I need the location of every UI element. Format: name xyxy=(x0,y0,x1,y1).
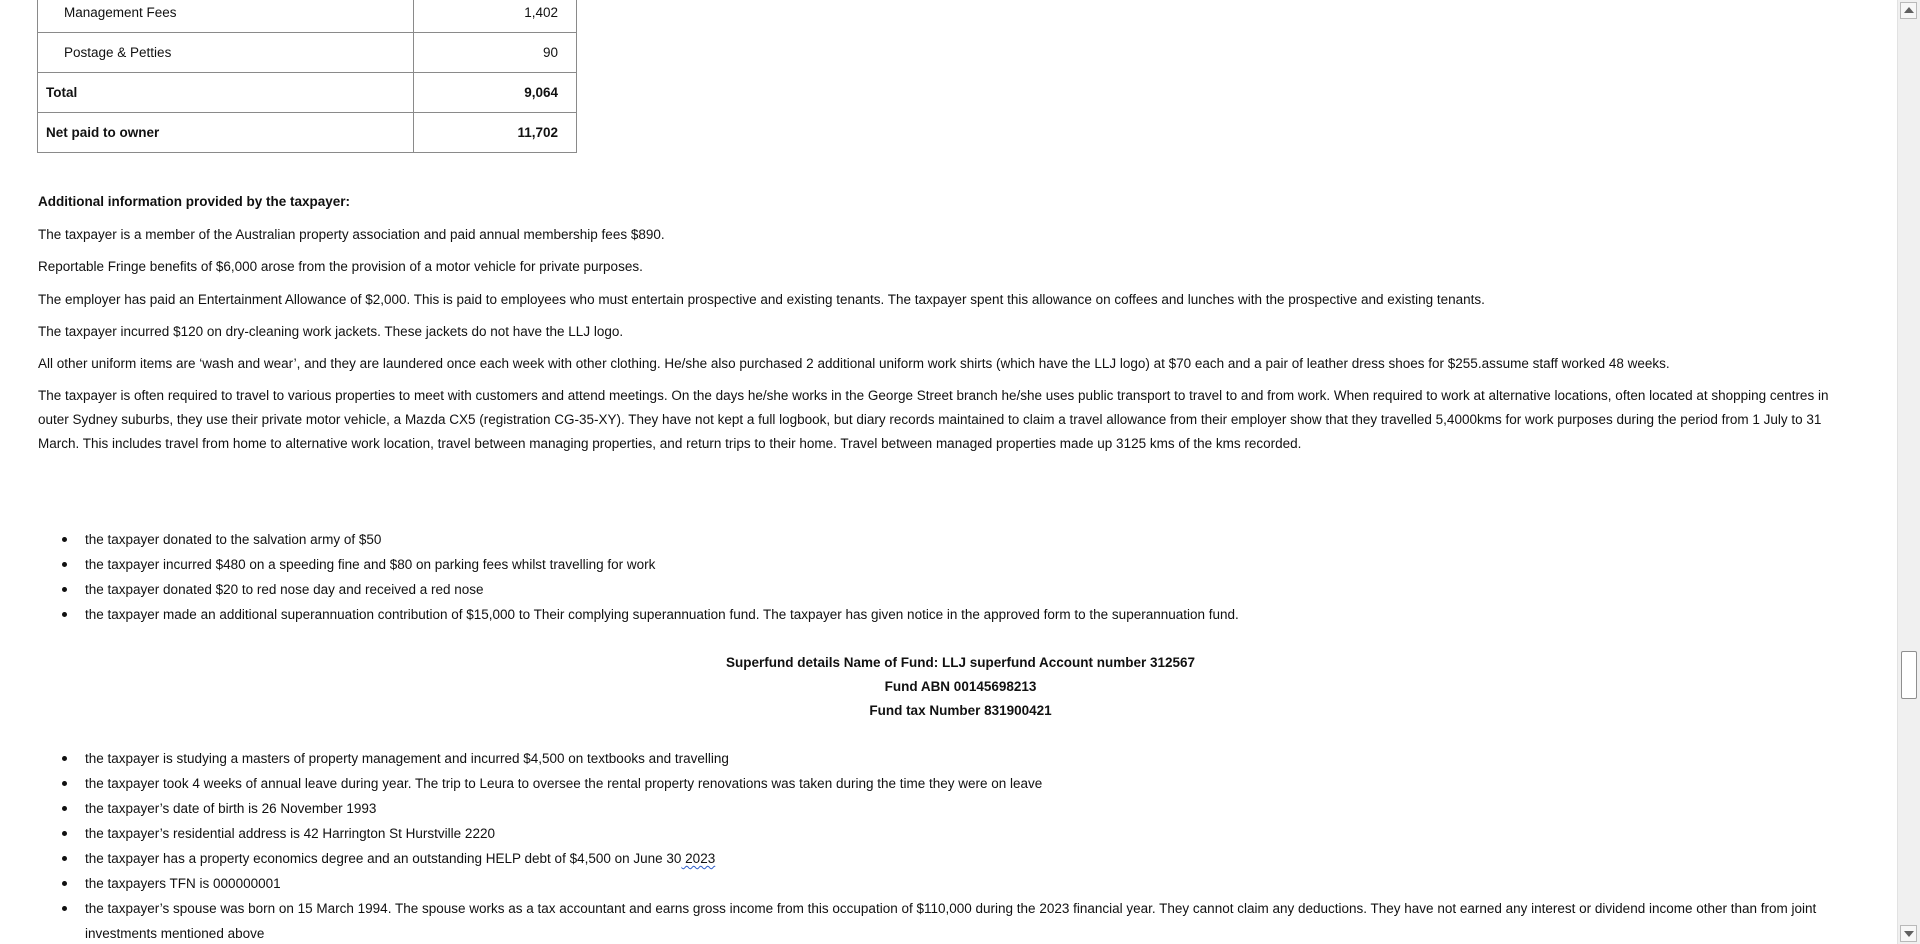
table-row-value: 90 xyxy=(414,33,577,73)
paragraph-fringe-benefits: Reportable Fringe benefits of $6,000 arose from the provision of a motor vehicle for private purposes. xyxy=(38,259,643,274)
list-item xyxy=(38,552,1858,577)
bullet-icon xyxy=(62,756,67,761)
spellcheck-flagged-text[interactable]: 2023 xyxy=(681,851,716,866)
bullet-icon xyxy=(62,831,67,836)
table-row-value: 11,702 xyxy=(414,113,577,153)
list-item xyxy=(38,527,1858,552)
list-item-text: the taxpayer has a property economics degree and an outstanding HELP debt of $4,500 on June 30 xyxy=(85,851,682,866)
scroll-down-arrow-icon xyxy=(1904,931,1914,937)
list-item-text: the taxpayers TFN is 000000001 xyxy=(85,876,281,891)
bullet-list-2 xyxy=(38,746,1858,944)
table-row-total xyxy=(38,73,577,113)
bullet-icon xyxy=(62,856,67,861)
superfund-details xyxy=(38,651,1883,723)
superfund-abn-line: Fund ABN 00145698213 xyxy=(884,679,1037,694)
table-row xyxy=(38,0,577,33)
list-item xyxy=(38,577,1858,602)
table-row-label: Net paid to owner xyxy=(38,113,414,153)
table-row-value: 9,064 xyxy=(414,73,577,113)
scroll-up-button[interactable] xyxy=(1900,2,1917,19)
table-row xyxy=(38,33,577,73)
paragraph-travel: The taxpayer is often required to travel to various properties to meet with customers and attend meetings. On the days he/she works in the George Street branch he/she uses public transport to travel to and from work. When required to work at alternative locations, often located at shopping centres in outer Sydney suburbs, they use their private motor vehicle, a Mazda CX5 (registration CG-35-XY). They have not kept a full logbook, but diary records maintained to claim a travel allowance from their employer show that they travelled 5,4000kms for work purposes during the period from 1 July to 31 March. This includes travel from home to alternative work location, travel between managing properties, and return trips to their home. Travel between managed properties made up 3125 kms of the kms recorded. xyxy=(38,388,1829,451)
list-item-text: the taxpayer’s date of birth is 26 November 1993 xyxy=(85,801,377,816)
list-item-text: the taxpayer donated to the salvation army of $50 xyxy=(85,532,382,547)
table-row-net xyxy=(38,113,577,153)
list-item-text: the taxpayer made an additional superannuation contribution of $15,000 to Their complying superannuation fund. The taxpayer has given notice in the approved form to the superannuation fund. xyxy=(85,607,1239,622)
additional-info-heading: Additional information provided by the taxpayer: xyxy=(38,194,351,209)
scroll-down-button[interactable] xyxy=(1900,925,1917,942)
paragraph-dry-cleaning: The taxpayer incurred $120 on dry-cleaning work jackets. These jackets do not have the LLJ logo. xyxy=(38,324,624,339)
scrollbar-thumb[interactable] xyxy=(1901,651,1917,699)
list-item xyxy=(38,746,1858,771)
list-item-text: the taxpayer’s spouse was born on 15 March 1994. The spouse works as a tax accountant and earns gross income from this occupation of $110,000 during the 2023 financial year. They cannot claim any deductions. They have not earned any interest or dividend income other than from joint investments mentioned above xyxy=(85,901,1817,941)
paragraph-uniform: All other uniform items are ‘wash and wear’, and they are laundered once each week with other clothing. He/she also purchased 2 additional uniform work shirts (which have the LLJ logo) at $70 each and a pair of leather dress shoes for $255.assume staff worked 48 weeks. xyxy=(38,356,1670,371)
bullet-icon xyxy=(62,781,67,786)
vertical-scrollbar[interactable] xyxy=(1897,0,1920,944)
list-item xyxy=(38,796,1858,821)
table-row-label: Postage & Petties xyxy=(38,33,414,73)
list-item xyxy=(38,602,1858,627)
paragraph-membership: The taxpayer is a member of the Australian property association and paid annual membership fees $890. xyxy=(38,227,665,242)
bullet-icon xyxy=(62,612,67,617)
bullet-list-1 xyxy=(38,527,1858,627)
scroll-up-arrow-icon xyxy=(1904,7,1914,13)
list-item xyxy=(38,771,1858,796)
table-row-value: 1,402 xyxy=(414,0,577,33)
list-item-text: the taxpayer incurred $480 on a speeding fine and $80 on parking fees whilst travelling for work xyxy=(85,557,656,572)
bullet-icon xyxy=(62,587,67,592)
list-item-text: the taxpayer’s residential address is 42 Harrington St Hurstville 2220 xyxy=(85,826,495,841)
bullet-icon xyxy=(62,881,67,886)
superfund-tax-number-line: Fund tax Number 831900421 xyxy=(869,703,1052,718)
list-item xyxy=(38,896,1858,944)
list-item-text: the taxpayer donated $20 to red nose day and received a red nose xyxy=(85,582,484,597)
bullet-icon xyxy=(62,906,67,911)
paragraph-entertainment: The employer has paid an Entertainment Allowance of $2,000. This is paid to employees who must entertain prospective and existing tenants. The taxpayer spent this allowance on coffees and lunches with the prospective and existing tenants. xyxy=(38,292,1485,307)
list-item xyxy=(38,846,1858,871)
superfund-name-line: Superfund details Name of Fund: LLJ superfund Account number 312567 xyxy=(725,655,1196,670)
table-row-label: Management Fees xyxy=(38,0,414,33)
list-item xyxy=(38,871,1858,896)
table-row-label: Total xyxy=(38,73,414,113)
bullet-icon xyxy=(62,562,67,567)
bullet-icon xyxy=(62,537,67,542)
bullet-icon xyxy=(62,806,67,811)
list-item-text: the taxpayer is studying a masters of property management and incurred $4,500 on textbooks and travelling xyxy=(85,751,729,766)
list-item xyxy=(38,821,1858,846)
list-item-text: the taxpayer took 4 weeks of annual leave during year. The trip to Leura to oversee the rental property renovations was taken during the time they were on leave xyxy=(85,776,1043,791)
income-table xyxy=(37,0,577,153)
